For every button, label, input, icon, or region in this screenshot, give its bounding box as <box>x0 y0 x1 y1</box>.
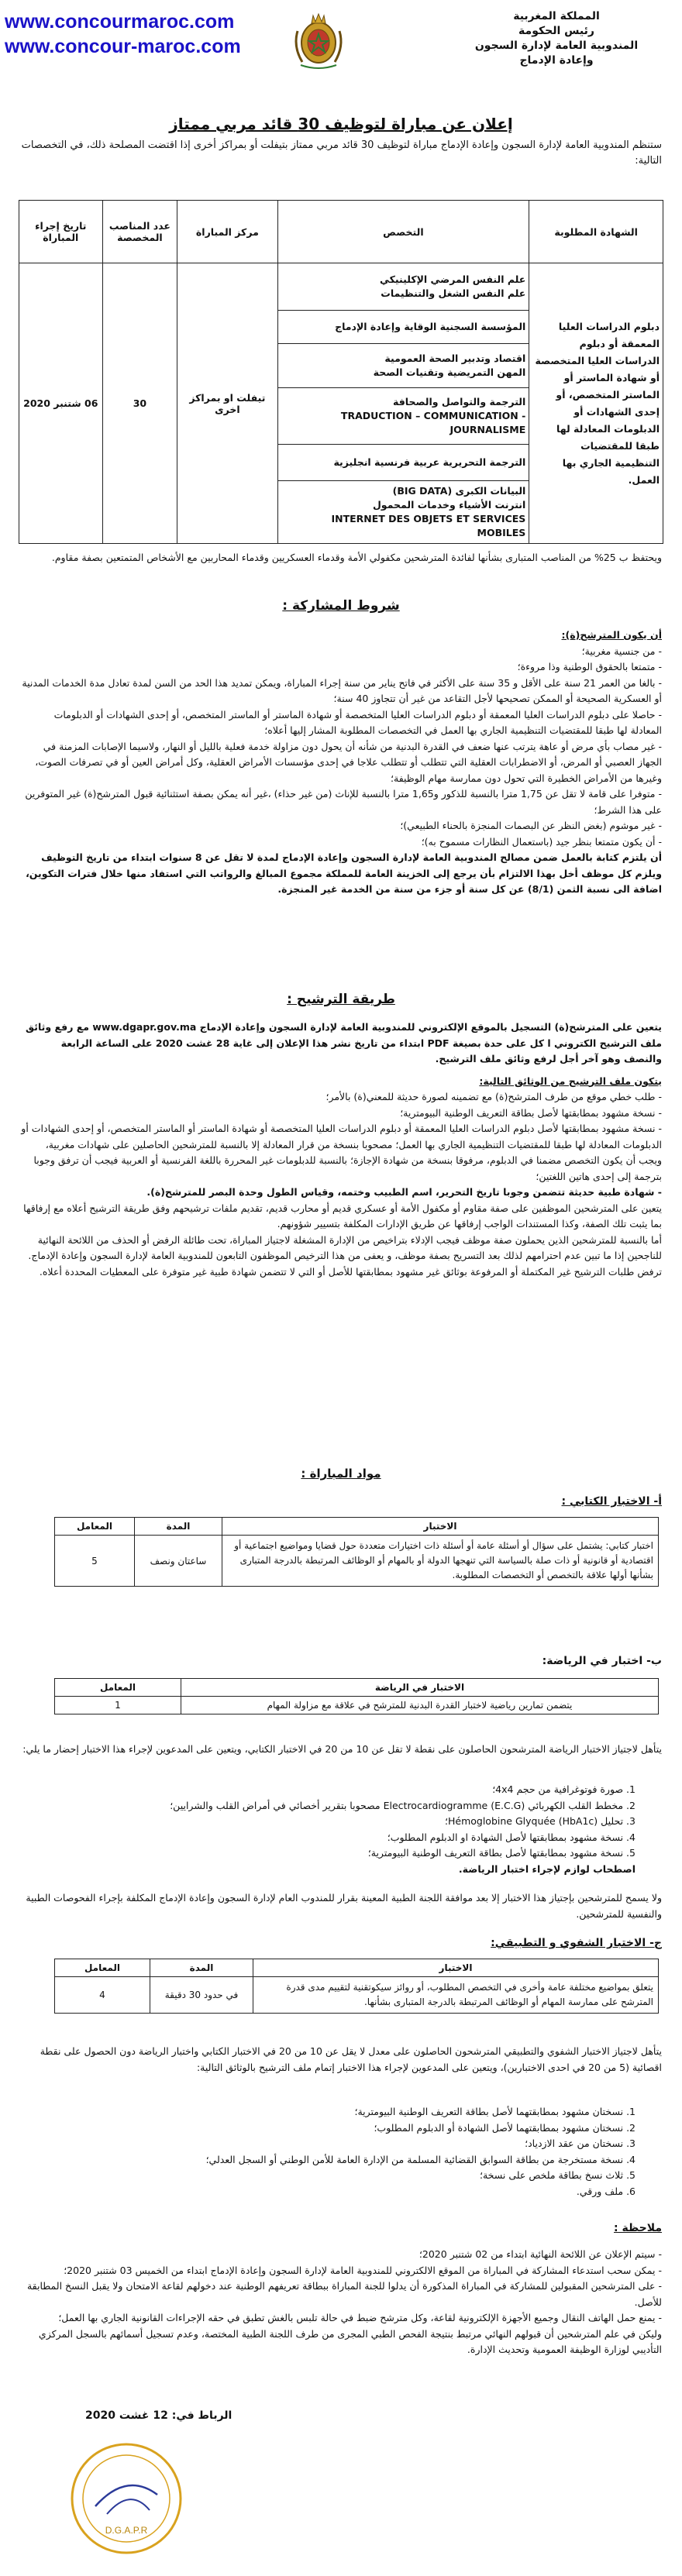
condition-item: - غير موشوم (بغض النظر عن البصمات المنجزة بالحناء الطبيعي)؛ <box>400 820 662 831</box>
condition-item: - متوفرا على قامة لا تقل عن 1,75 مترا بالنسبة للذكور و1,65 مترا بالنسبة للإناث (من غير حذاء) ،غير أنه يمكن بصفة استثنائية قبول المترشح(ة) غير المتوفرين على هذا الشرط؛ <box>25 788 662 816</box>
table-header-row <box>19 201 663 263</box>
final-doc-item: 2. نسختان مشهود بمطابقتهما لأصل الشهادة أو الدبلوم المطلوب؛ <box>374 2121 636 2134</box>
page-title: إعلان عن مباراة لتوظيف 30 قائد مربي ممتاز <box>169 115 513 133</box>
table-row <box>55 1697 659 1714</box>
specialty-item: علم النفس الشغل والتنظيمات <box>381 287 526 299</box>
specialty-item: TRADUCTION – COMMUNICATION - JOURNALISME <box>340 410 526 435</box>
specialty-item: اقتصاد وتدبير الصحة العمومية <box>384 353 526 364</box>
final-doc-item: 5. ثلاث نسخ بطاقة ملخص على نسخة؛ <box>480 2169 636 2181</box>
sport-table <box>54 1678 659 1714</box>
oral-header-test: الاختبار <box>253 1959 659 1977</box>
specialty-group <box>277 445 529 481</box>
specialty-item: انترنت الأشياء وخدمات المحمول <box>372 499 526 511</box>
signature-date: الرباط في: 12 غشت 2020 <box>85 2409 232 2422</box>
oral-coef: 4 <box>55 1977 150 2014</box>
written-header-test: الاختبار <box>222 1518 659 1536</box>
header-line: وإعادة الإدماج <box>519 54 594 67</box>
oral-duration: في حدود 30 دقيقة <box>150 1977 253 2014</box>
specialty-group <box>277 481 529 544</box>
note-item: - يمنع حمل الهاتف النقال وجميع الأجهزة الإلكترونية لقاعة، وكل مترشح ضبط في حالة تلبس بالغش تطبق في حقه الإجراءات القانونية الجاري بها العمل؛ <box>58 2312 662 2323</box>
specialty-item: البيانات الكبرى (BIG DATA) <box>392 485 526 497</box>
conditions-commitment: أن يلتزم كتابة بالعمل ضمن مصالح المندوبية العامة لإدارة السجون وإعادة الإدماج لمدة لا تقل عن 8 سنوات ابتداء من تاريخ التوظيف ويلزم كل موظف أخل بهذا الالتزام بأن يرجع إلى الخزينة العامة للمملكة مجموع المبالغ والرواتب التي استفاد منها خلال فترات التكوين، اضافة الى نسبة الثمن (8/1) عن كل سنة أو جزء من سنة من الخدمة غير المنجزة. <box>26 851 662 895</box>
medical-item: 5. نسخة مشهود بمطابقتها لأصل بطاقة التعريف الوطنية البيومترية؛ <box>367 1847 636 1859</box>
oral-table <box>54 1959 659 2014</box>
document-item: يتعين على المترشحين الموظفين على صفة مقاوم أو مكفول الأمة أو عسكري قديم أو محارب قديم، تقديم ملفات ترشيحهم وفق طريقة الترشيح أعلاه مع إرفاقها بما يثبت تلك الصفة، وكذا المستندات الواجب إرفاقها عن طريق الإدارات المكلفة بتسيير شؤونهم. <box>23 1202 662 1230</box>
intro-paragraph: ستنظم المندوبية العامة لإدارة السجون وإعادة الإدماج مباراة لتوظيف 30 قائد مربي ممتاز بتيفلت أو بمراكز أخرى إذا اقتضت المصلحة ذلك، في التخصصات التالية: <box>21 139 662 167</box>
official-seal <box>68 2440 184 2557</box>
oral-content: يتعلق بمواضيع مختلفة عامة وأخرى في التخصص المطلوب، أو روائز سيكوتقنية لتقييم مدى قدرة المترشح على ممارسة المهام أو الوظائف المرتبطة بالدرجة المتبارى بشأنها. <box>253 1977 659 2014</box>
specialty-group <box>277 388 529 445</box>
medical-item: 2. مخطط القلب الكهربائي (Electrocardiogramme (E.C.G مصحوبا بتقرير أخصائي في أمراض القلب والشرايين؛ <box>170 1799 636 1811</box>
condition-item: - أن يكون متمتعا بنظر جيد (باستعمال النظارات مسموح به)؛ <box>421 835 662 848</box>
table-row <box>19 263 663 311</box>
oral-header-coef: المعامل <box>55 1959 150 1977</box>
written-header-duration: المدة <box>135 1518 222 1536</box>
header-line: المندوبية العامة لإدارة السجون <box>474 40 639 52</box>
document-item: ترفض طلبات الترشيح غير المكتملة أو المرفوعة بوثائق غير مشهود بمطابقتها للأصل أو التي لا تتضمن شهادة طبية غير متوفرة على المعطيات المحددة أعلاه. <box>39 1265 662 1278</box>
written-title: أ- الاختبار الكتابي : <box>561 1495 662 1508</box>
header-line: رئيس الحكومة <box>518 25 594 37</box>
note-item: وليكن في علم المترشحين أن قبولهم النهائي مرتبط بنتيجة الفحص الطبي المجرى من طرف اللجنة الطبية المختصة، وعدم تسجيل أسمائهم بالسجل المركزي التأديبي لوزارة الوظيفة العمومية وتحديث الإدارة. <box>38 2327 662 2355</box>
oral-title: ج- الاختبار الشفوي و التطبيقي: <box>491 1937 662 1949</box>
condition-item: - من جنسية مغربية؛ <box>581 645 662 657</box>
sport-title: ب- اختبار في الرياضة: <box>542 1655 662 1667</box>
document-item: - نسخة مشهود بمطابقتها لأصل بطاقة التعريف الوطنية البيومترية؛ <box>400 1106 662 1119</box>
written-content: اختبار كتابي: يشتمل على سؤال أو أسئلة عامة أو أسئلة ذات اختيارات متعددة حول قضايا ومواضيع اجتماعية أو اقتصادية أو قانونية أو ذات صلة بالسياسة التي تنهجها الدولة أو بالمهام أو الوظائف المرتبطة بالدرجة المتبارى بشأنها أولها علاقة بالتخصص أو التخصصات المطلوبة. <box>222 1536 659 1587</box>
quota-note: ويحتفظ ب 25% من المناصب المتبارى بشأنها لفائدة المترشحين مكفولي الأمة وقدماء العسكريين وقدماء المحاربين مع الأشخاص المتمتعين بصفة مقاوم. <box>51 552 662 563</box>
note-item: - يمكن سحب استدعاء المشاركة في المباراة من الموقع الالكتروني للمندوبية العامة لإدارة السجون وإعادة الإدماج ابتداء من الخميس 03 شتنبر 2020؛ <box>64 2264 662 2276</box>
medical-list <box>20 1782 636 1877</box>
specialty-item: علم النفس المرضي الإكلينيكي <box>380 273 526 285</box>
oral-header-duration: المدة <box>150 1959 253 1977</box>
moroccan-emblem <box>291 8 346 70</box>
posts-cell: 30 <box>102 263 177 544</box>
document-item: - طلب خطي موقع من طرف المترشح(ة) مع تضمينه لصورة حديثة للمعني(ة) بالأمر؛ <box>326 1091 662 1102</box>
medical-item: 4. نسخة مشهود بمطابقتها لأصل الشهادة او الدبلوم المطلوب؛ <box>387 1831 636 1843</box>
final-doc-item: 3. نسختان من عقد الازدياد؛ <box>525 2137 636 2149</box>
table-row <box>55 1977 659 2014</box>
specialty-group <box>277 263 529 311</box>
header-line: المملكة المغربية <box>513 10 600 22</box>
conditions-title: شروط المشاركة : <box>282 598 400 614</box>
table-header-row <box>55 1679 659 1697</box>
degree-cell: دبلوم الدراسات العليا المعمقة أو دبلوم الدراسات العليا المتخصصة أو شهادة الماستر أو الماستر المتخصص، أو إحدى الشهادات أو الدبلومات المعادلة لها طبقا للمقتضيات التنظيمية الجاري بها العمل. <box>529 263 663 544</box>
specialty-item: المهن التمريضية وتقنيات الصحة <box>373 366 526 378</box>
medical-item: اصطحاب لوازم لإجراء اختبار الرياضة. <box>458 1862 636 1875</box>
condition-item: - متمتعا بالحقوق الوطنية وذا مروءة؛ <box>517 661 662 672</box>
written-table <box>54 1517 659 1587</box>
subjects-title: مواد المباراة : <box>301 1467 381 1481</box>
center-cell: تيفلت او بمراكز اخرى <box>177 263 277 544</box>
documents-heading: يتكون ملف الترشيح من الوثائق التالية: <box>479 1075 662 1087</box>
document-item: أما بالنسبة للمترشحين الذين يحملون صفة موظف فيجب الإدلاء بتراخيص من الإدارة المشغلة لاجتياز المباراة، تحت طائلة الرفض أو الحذف من اللائحة النهائية للناجحين إذا ما تبين عدم احترامهم لذلك بعد التسريح بصفة موظف، و يعفى من هذا الترخيص الموظفون التابعون للمندوبية العامة لإدارة السجون وإعادة الإدماج. <box>28 1233 662 1261</box>
condition-item: - بالغا من العمر 21 سنة على الأقل و 35 سنة على الأكثر في فاتح يناير من سنة إجراء المباراة، ويمكن تمديد هذا الحد من السن لمدة تعادل مدة الخدمات المدنية أو العسكرية الصحيحة أو الممكن تصحيحها لأجل التقاعد من غير أن تتجاوز 40 سنة؛ <box>22 676 662 704</box>
header-posts: عدد المناصب المخصصة <box>102 201 177 263</box>
sport-header-coef: المعامل <box>55 1679 181 1697</box>
oral-eligibility: يتأهل لاجتياز الاختبار الشفوي والتطبيقي المترشحون الحاصلون على معدل لا يقل عن 10 من 20 في الاختبار الكتابي واختبار الرياضة دون الحصول على نقطة اقصائية (5 من 20 في احدى الاختبارين)، ويتعين على المدعوين لإجراء هذا الاختبار إتمام ملف الترشيح بالوثائق التالية: <box>40 2045 662 2073</box>
written-header-coef: المعامل <box>55 1518 135 1536</box>
specialty-item: الترجمة والتواصل والصحافة <box>393 396 526 408</box>
note-item: - على المترشحين المقبولين للمشاركة في المباراة المذكورة أن يدلوا للجنة المباراة ببطاقة تعريفهم الوطنية عند دخولهم لقاعة الامتحان ولا يقبل النسخ المطابقة للأصل. <box>26 2280 662 2308</box>
specialty-group <box>277 311 529 344</box>
watermark-line-1[interactable]: www.concourmaroc.com <box>5 11 235 33</box>
final-doc-item: 1. نسختان مشهود بمطابقتهما لأصل بطاقة التعريف الوطنية البيومترية؛ <box>354 2106 636 2117</box>
specialty-item: الترجمة التحريرية عربية فرنسية انجليزية <box>333 456 526 468</box>
table-header-row <box>55 1959 659 1977</box>
medical-committee-note: ولا يسمح للمترشحين بإجتياز هذا الاختبار إلا بعد موافقة اللجنة الطبية المعينة بقرار للمندوب العام لإدارة السجون وإعادة الإدماج المكلفة بإجراء الفحوصات الطبية والنفسية للمترشحين. <box>26 1892 662 1920</box>
procedure-section <box>20 1020 662 1280</box>
final-doc-item: 6. ملف ورقي. <box>576 2185 636 2197</box>
final-docs-list <box>20 2104 636 2199</box>
header-ministry <box>440 9 673 68</box>
watermark <box>5 9 253 59</box>
specialty-group <box>277 344 529 388</box>
written-duration: ساعتان ونصف <box>135 1536 222 1587</box>
medical-item: 3. تحليل Hémoglobine Glyquée (HbA1c)؛ <box>445 1815 636 1827</box>
specialty-item: INTERNET DES OBJETS ET SERVICES MOBILES <box>331 513 526 538</box>
document-item: - شهادة طبية حديثة تتضمن وجوبا تاريخ التحرير، اسم الطبيب وختمه، وقياس الطول وحدة البصر للمترشح(ة). <box>146 1186 662 1198</box>
jobs-table <box>19 200 663 544</box>
header-center: مركز المباراة <box>177 201 277 263</box>
notes-title: ملاحظة : <box>614 2222 662 2234</box>
notes-list <box>20 2247 662 2358</box>
date-cell: 06 شتنبر 2020 <box>19 263 103 544</box>
seal-text: D.G.A.P.R <box>105 2525 148 2536</box>
procedure-title: طريقة الترشيح : <box>287 992 395 1007</box>
sport-eligibility: يتأهل لاجتياز الاختبار الرياضة المترشحون الحاصلون على نقطة لا تقل عن 10 من 20 في الاختبار الكتابي، ويتعين على المدعوين لإجراء هذا الاختبار إحضار ما يلي: <box>22 1743 662 1755</box>
note-item: - سيتم الإعلان عن اللائحة النهائية ابتداء من 02 شتنبر 2020؛ <box>418 2248 662 2260</box>
header-degree: الشهادة المطلوبة <box>529 201 663 263</box>
conditions-section <box>20 628 662 898</box>
watermark-line-2[interactable]: www.concour-maroc.com <box>5 36 241 57</box>
sport-content: يتضمن تمارين رياضية لاختبار القدرة البدنية للمترشح في علاقة مع مزاولة المهام <box>181 1697 659 1714</box>
table-header-row <box>55 1518 659 1536</box>
condition-item: - غير مصاب بأي مرض أو عاهة يترتب عنها ضعف في القدرة البدنية من شأنه أن يحول دون مزاولة خدمة فعلية بالليل أو النهار، ولاسيما الإصابات المزمنة في الجهاز العصبي أو المرض، أو الاضطرابات العقلية التي تتطلب أو تتطلب علاجا في إحدى مؤسسات الأمراض العقلية، وكل أمراض العين أو في تصرفات الصوت، وغيرها من الأمراض الخطيرة التي تحول دون ممارسة مهام الوظيفة؛ <box>35 740 662 784</box>
procedure-paragraph: يتعين على المترشح(ة) التسجيل بالموقع الإلكتروني للمندوبية العامة لإدارة السجون وإعادة الإدماج www.dgapr.gov.ma مع رفع وثائق ملف الترشيح الكتروني ا كل على حدة بصيغة PDF ابتداء من تاريخ نشر هذا الإعلان إلى غاية 28 غشت 2020 على الساعة الرابعة والنصف وهو آخر أجل لرفع وثائق ملف الترشيح. <box>26 1021 662 1064</box>
specialty-item: المؤسسة السجنية الوقاية وإعادة الإدماج <box>335 321 526 332</box>
header-date: تاريخ إجراء المباراة <box>19 201 103 263</box>
condition-item: - حاصلا على دبلوم الدراسات العليا المعمقة أو دبلوم الدراسات العليا المتخصصة أو شهادة الماستر أو الماستر المتخصص، أو إحدى الشهادات أو الدبلومات المعادلة لها طبقا للمقتضيات التنظيمية الجاري بها العمل في التخصصات المطلوبة المشار إليها أعلاه؛ <box>53 708 662 736</box>
written-coef: 5 <box>55 1536 135 1587</box>
document-item: - نسخة مشهود بمطابقتها لأصل دبلوم الدراسات العليا المعمقة أو دبلوم الدراسات العليا المتخصصة أو شهادة الماستر أو الماستر المتخصص، أو إحدى الشهادات أو الدبلومات المعادلة لها طبقا للمقتضيات التنظيمية الجاري بها العمل؛ مصحوبا بنسخة من قرار المعادلة إلا بالنسبة للمترشحين الحاصلين على شهادات مغربية، ويجب أن يكون التخصص مضمنا في الدبلوم، مرفوقا بنسخة من شهادة الإجازة؛ بالنسبة للدبلومات غير المحررة باللغة الفرنسية أو العربية فيجب أن ترفق وجوبا بترجمة إلى إحدى هاتين اللغتين؛ <box>21 1123 662 1182</box>
sport-header-test: الاختبار في الرياضة <box>181 1679 659 1697</box>
final-doc-item: 4. نسخة مستخرجة من بطاقة السوابق القضائية المسلمة من الإدارة العامة للأمن الوطني أو السجل العدلي؛ <box>205 2153 636 2165</box>
table-row <box>55 1536 659 1587</box>
sport-coef: 1 <box>55 1697 181 1714</box>
conditions-question: أن يكون المترشح(ة): <box>561 629 662 641</box>
header-specialty: التخصص <box>277 201 529 263</box>
medical-item: 1. صورة فوتوغرافية من حجم 4x4؛ <box>492 1783 636 1795</box>
